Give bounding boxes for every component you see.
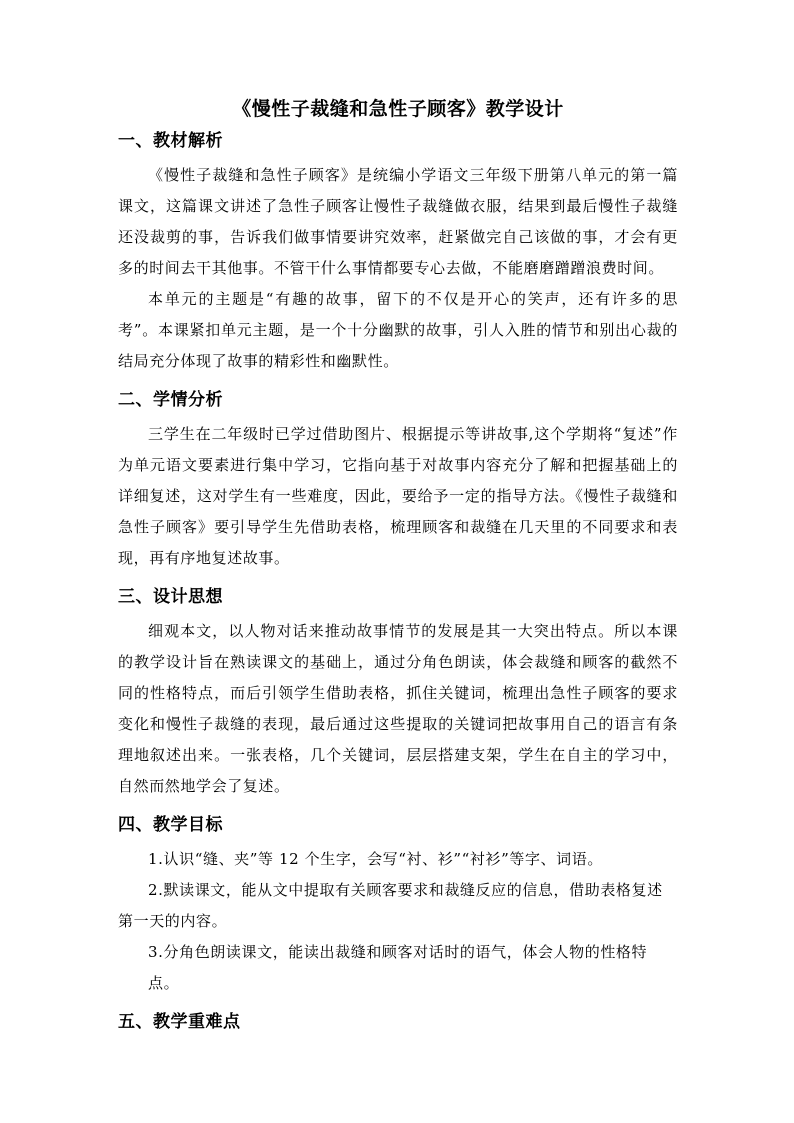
objective-continuation: 点。 bbox=[148, 974, 180, 992]
paragraph: 本单元的主题是“有趣的故事，留下的不仅是开心的笑声，还有许多的思考”。本课紧扣单元主题，是一个十分幽默的故事，引人入胜的情节和别出心裁的结局充分体现了故事的精彩性和幽默性。 bbox=[118, 290, 678, 370]
paragraph: 细观本文，以人物对话来推动故事情节的发展是其一大突出特点。所以本课的教学设计旨在熟读课文的基础上，通过分角色朗读，体会裁缝和顾客的截然不同的性格特点，而后引领学生借助表格，抓住关键词，梳理出急性子顾客的要求变化和慢性子裁缝的表现，最后通过这些提取的关键词把故事用自己的语言有条理地叙述出来。一张表格，几个关键词，层层搭建支架，学生在自主的学习中，自然而然地学会了复述。 bbox=[118, 622, 678, 795]
section-teaching-objectives bbox=[118, 812, 678, 999]
objective-text: 2.默读课文，能从文中提取有关顾客要求和裁缝反应的信息，借助表格复述 bbox=[148, 881, 663, 899]
section-heading: 五、教学重难点 bbox=[118, 1012, 241, 1032]
objective-text: 1.认识“缝、夹”等 12 个生字，会写“衬、衫”“衬衫”等字、词语。 bbox=[148, 850, 603, 868]
objective-item bbox=[118, 875, 678, 937]
document-page bbox=[118, 96, 678, 1041]
section-key-difficulties bbox=[118, 1009, 678, 1035]
document-title: 《慢性子裁缝和急性子顾客》教学设计 bbox=[232, 98, 564, 120]
section-heading: 四、教学目标 bbox=[118, 815, 223, 835]
section-heading: 一、教材解析 bbox=[118, 131, 223, 151]
section-heading: 二、学情分析 bbox=[118, 390, 223, 410]
objective-item bbox=[118, 937, 678, 999]
objective-text: 3.分角色朗读课文，能读出裁缝和顾客对话时的语气，体会人物的性格特 bbox=[148, 943, 648, 961]
paragraph: 三学生在二年级时已学过借助图片、根据提示等讲故事,这个学期将“复述”作为单元语文要素进行集中学习，它指向基于对故事内容充分了解和把握基础上的详细复述，这对学生有一些难度，因此，要给予一定的指导方法。《慢性子裁缝和急性子顾客》要引导学生先借助表格，梳理顾客和裁缝在几天里的不同要求和表现，再有序地复述故事。 bbox=[118, 425, 678, 567]
paragraph: 《慢性子裁缝和急性子顾客》是统编小学语文三年级下册第八单元的第一篇课文，这篇课文讲述了急性子顾客让慢性子裁缝做衣服，结果到最后慢性子裁缝还没裁剪的事，告诉我们做事情要讲究效率，赶紧做完自己该做的事，才会有更多的时间去干其他事。不管干什么事情都要专心去做，不能磨磨蹭蹭浪费时间。 bbox=[118, 166, 678, 277]
section-textbook-analysis bbox=[118, 128, 678, 377]
objective-item bbox=[118, 844, 678, 875]
section-heading: 三、设计思想 bbox=[118, 587, 223, 607]
section-design-concept bbox=[118, 584, 678, 802]
section-learner-analysis bbox=[118, 387, 678, 574]
objective-continuation: 第一天的内容。 bbox=[118, 912, 228, 930]
